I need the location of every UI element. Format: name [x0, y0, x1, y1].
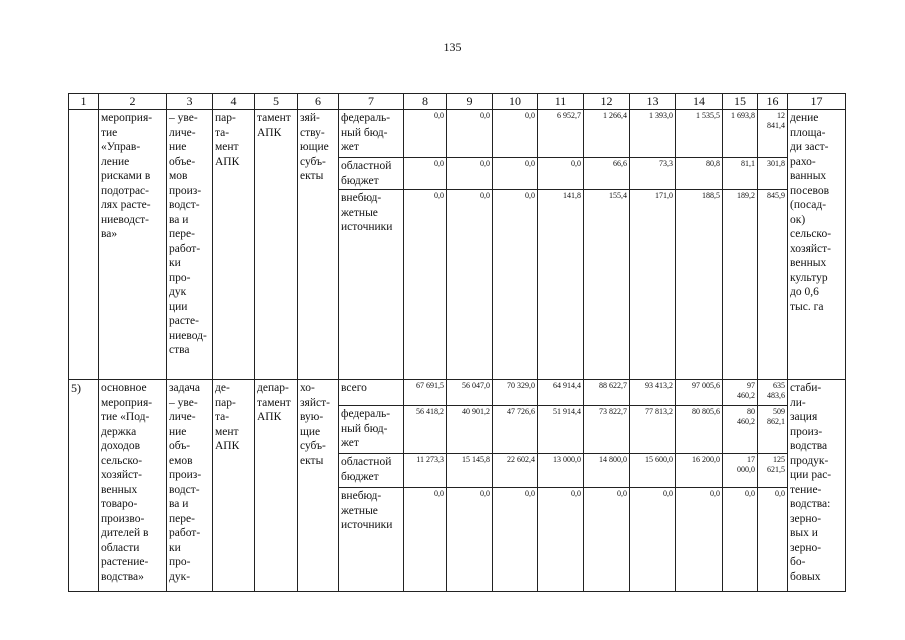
value-cell: 15 600,0 [630, 454, 676, 488]
column-header: 1 [69, 94, 99, 110]
column-header: 4 [213, 94, 255, 110]
value-cell: 40 901,2 [447, 406, 493, 454]
task-cell: задача – уве- личе- ние объ- емов произ- водст- ва и пере- работ- ки про- дук- [167, 380, 213, 592]
executor-cell: де- пар- та- мент АПК [213, 380, 255, 592]
value-cell: 1 693,8 [723, 110, 758, 158]
column-number-row [69, 94, 846, 110]
value-cell: 0,0 [447, 488, 493, 592]
value-cell: 73 822,7 [584, 406, 630, 454]
column-header: 15 [723, 94, 758, 110]
value-cell: 0,0 [493, 158, 538, 190]
value-cell: 97 460,2 [723, 380, 758, 406]
value-cell: 81,1 [723, 158, 758, 190]
column-header: 3 [167, 94, 213, 110]
value-cell: 0,0 [447, 158, 493, 190]
value-cell: 0,0 [723, 488, 758, 592]
column-header: 11 [538, 94, 584, 110]
value-cell: 0,0 [676, 488, 723, 592]
value-cell: 635 483,6 [758, 380, 788, 406]
value-cell: 189,2 [723, 190, 758, 380]
participant-cell: зяй- ству- ющие субъ- екты [298, 110, 339, 380]
value-cell: 93 413,2 [630, 380, 676, 406]
value-cell: 22 602,4 [493, 454, 538, 488]
value-cell: 97 005,6 [676, 380, 723, 406]
value-cell: 66,6 [584, 158, 630, 190]
value-cell: 64 914,4 [538, 380, 584, 406]
table-row [69, 110, 846, 158]
activity-name-cell: мероприя- тие «Управ- ление рисками в подотрас- лях расте- ниеводст- ва» [99, 110, 167, 380]
executor-cell: тамент АПК [255, 110, 298, 380]
value-cell: 1 393,0 [630, 110, 676, 158]
value-cell: 80 805,6 [676, 406, 723, 454]
value-cell: 15 145,8 [447, 454, 493, 488]
row-number-cell [69, 110, 99, 380]
funding-source-cell: федераль- ный бюд- жет [339, 110, 404, 158]
funding-source-cell: всего [339, 380, 404, 406]
value-cell: 0,0 [758, 488, 788, 592]
value-cell: 1 535,5 [676, 110, 723, 158]
value-cell: 0,0 [493, 190, 538, 380]
value-cell: 0,0 [584, 488, 630, 592]
value-cell: 188,5 [676, 190, 723, 380]
value-cell: 1 266,4 [584, 110, 630, 158]
funding-source-cell: областной бюджет [339, 158, 404, 190]
executor-cell: депар- тамент АПК [255, 380, 298, 592]
column-header: 13 [630, 94, 676, 110]
value-cell: 0,0 [404, 488, 447, 592]
value-cell: 47 726,6 [493, 406, 538, 454]
value-cell: 88 622,7 [584, 380, 630, 406]
budget-table [68, 93, 846, 592]
column-header: 8 [404, 94, 447, 110]
value-cell: 509 862,1 [758, 406, 788, 454]
funding-source-cell: внебюд- жетные источники [339, 190, 404, 380]
value-cell: 171,0 [630, 190, 676, 380]
participant-cell: хо- зяйст- вую- щие субъ- екты [298, 380, 339, 592]
value-cell: 51 914,4 [538, 406, 584, 454]
value-cell: 77 813,2 [630, 406, 676, 454]
executor-cell: пар- та- мент АПК [213, 110, 255, 380]
value-cell: 0,0 [630, 488, 676, 592]
value-cell: 0,0 [493, 488, 538, 592]
value-cell: 0,0 [493, 110, 538, 158]
value-cell: 80,8 [676, 158, 723, 190]
value-cell: 70 329,0 [493, 380, 538, 406]
value-cell: 301,8 [758, 158, 788, 190]
column-header: 10 [493, 94, 538, 110]
funding-source-cell: внебюд- жетные источники [339, 488, 404, 592]
value-cell: 16 200,0 [676, 454, 723, 488]
column-header: 5 [255, 94, 298, 110]
column-header: 16 [758, 94, 788, 110]
funding-source-cell: областной бюджет [339, 454, 404, 488]
value-cell: 155,4 [584, 190, 630, 380]
row-number-cell: 5) [69, 380, 99, 592]
page-number: 135 [443, 40, 462, 54]
column-header: 12 [584, 94, 630, 110]
value-cell: 0,0 [447, 110, 493, 158]
column-header: 7 [339, 94, 404, 110]
column-header: 17 [788, 94, 846, 110]
value-cell: 125 621,5 [758, 454, 788, 488]
column-header: 14 [676, 94, 723, 110]
column-header: 2 [99, 94, 167, 110]
value-cell: 0,0 [404, 158, 447, 190]
value-cell: 0,0 [404, 110, 447, 158]
expected-result-cell: стаби- ли- зация произ- водства продук- ции рас- тение- водства: зерно- вых и зерно- бо- бовых [788, 380, 846, 592]
value-cell: 141,8 [538, 190, 584, 380]
column-header: 6 [298, 94, 339, 110]
value-cell: 73,3 [630, 158, 676, 190]
value-cell: 80 460,2 [723, 406, 758, 454]
value-cell: 845,9 [758, 190, 788, 380]
expected-result-cell: дение площа- ди заст- рахо- ванных посевов (посад- ок) сельско- хозяйст- венных культур до 0,6 тыс. га [788, 110, 846, 380]
value-cell: 14 800,0 [584, 454, 630, 488]
value-cell: 17 000,0 [723, 454, 758, 488]
value-cell: 0,0 [447, 190, 493, 380]
column-header: 9 [447, 94, 493, 110]
value-cell: 13 000,0 [538, 454, 584, 488]
value-cell: 0,0 [404, 190, 447, 380]
activity-name-cell: основное мероприя- тие «Под- держка доходов сельско- хозяйст- венных товаро- произво- дителей в области растение- водства» [99, 380, 167, 592]
table-row [69, 380, 846, 406]
funding-source-cell: федераль- ный бюд- жет [339, 406, 404, 454]
value-cell: 11 273,3 [404, 454, 447, 488]
value-cell: 56 418,2 [404, 406, 447, 454]
value-cell: 0,0 [538, 488, 584, 592]
value-cell: 0,0 [538, 158, 584, 190]
value-cell: 6 952,7 [538, 110, 584, 158]
value-cell: 67 691,5 [404, 380, 447, 406]
task-cell: – уве- личе- ние объе- мов произ- водст- ва и пере- работ- ки про- дук ции расте- ниевод- ства [167, 110, 213, 380]
value-cell: 56 047,0 [447, 380, 493, 406]
value-cell: 12 841,4 [758, 110, 788, 158]
